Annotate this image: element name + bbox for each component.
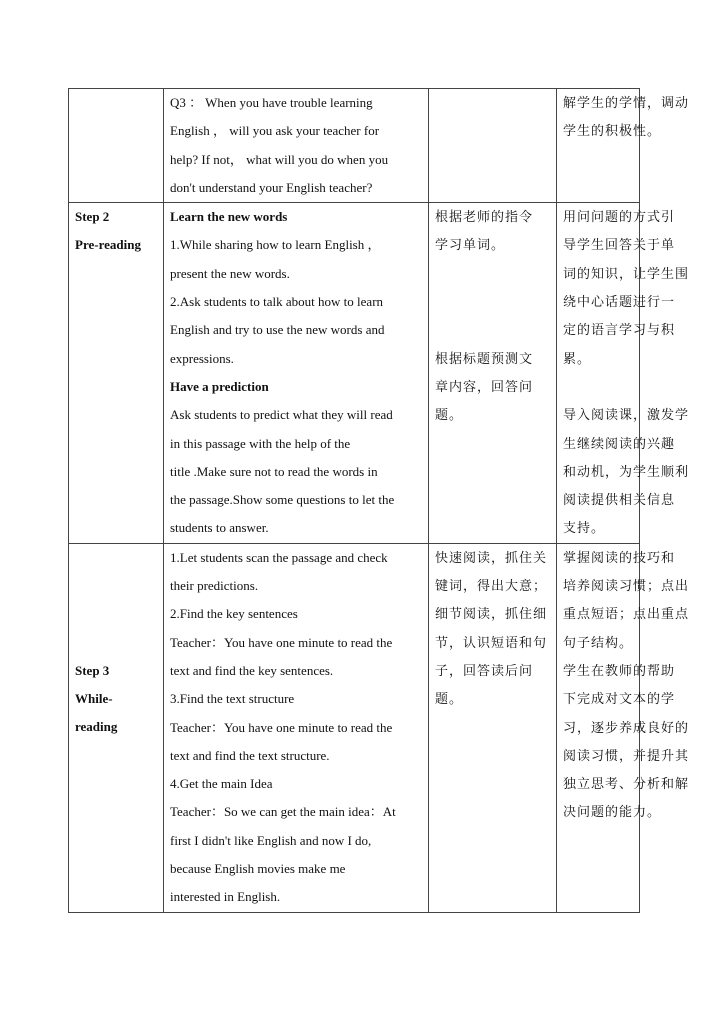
text-line: English ， will you ask your teacher for: [170, 123, 380, 139]
text-line: 根据老师的指令: [435, 209, 534, 225]
text-line: Step 2: [75, 209, 110, 225]
text-line: 2.Find the key sentences: [170, 606, 298, 622]
text-line: [435, 288, 550, 316]
purpose-cell: [557, 203, 690, 544]
student-activity-cell: [429, 543, 557, 912]
student-activity-cell: [429, 89, 557, 203]
text-line: 培养阅读习惯；点出: [563, 578, 690, 594]
text-line: [435, 260, 550, 288]
text-line: 4.Get the main Idea: [170, 776, 273, 792]
text-line: 下完成对文本的学: [563, 691, 676, 707]
table-row: [69, 203, 640, 544]
activity-cell: [164, 89, 429, 203]
text-line: 独立思考、分析和解: [563, 776, 690, 792]
text-line: their predictions.: [170, 578, 259, 594]
text-line: 学习单词。: [435, 237, 506, 253]
text-line: 题。: [435, 407, 464, 423]
text-line: Q3 ： When you have trouble learning: [170, 95, 373, 110]
text-line: 重点短语；点出重点: [563, 606, 690, 622]
text-line: 2.Ask students to talk about how to learn: [170, 294, 384, 310]
table-row: [69, 543, 640, 912]
purpose-cell: [557, 543, 690, 912]
text-line: Learn the new words: [170, 209, 288, 225]
text-line: first I didn't like English and now I do,: [170, 832, 372, 848]
text-line: [563, 373, 633, 401]
activity-cell: [164, 203, 429, 544]
text-line: Ask students to predict what they will read: [170, 407, 393, 423]
text-line: the passage.Show some questions to let the: [170, 492, 395, 508]
text-line: reading: [75, 719, 118, 735]
text-line: 章内容，回答问: [435, 378, 534, 394]
text-line: 定的语言学习与积: [563, 322, 676, 338]
text-line: interested in English.: [170, 889, 281, 905]
text-line: 导学生回答关于单: [563, 237, 676, 253]
step-cell: [69, 543, 164, 912]
text-line: 学生的积极性。: [563, 123, 662, 139]
text-line: Teacher：You have one minute to read the: [170, 719, 393, 735]
text-line: 累。: [563, 350, 592, 366]
text-line: 子，回答读后问: [435, 662, 534, 678]
text-line: 学生在教师的帮助: [563, 662, 676, 678]
text-line: students to answer.: [170, 520, 269, 536]
text-line: 和动机，为学生顺利: [563, 463, 690, 479]
text-line: 句子结构。: [563, 634, 634, 650]
text-line: 节，认识短语和句: [435, 634, 548, 650]
student-activity-cell: [429, 203, 557, 544]
text-line: Teacher：So we can get the main idea：At: [170, 804, 396, 820]
text-line: 用问问题的方式引: [563, 209, 676, 225]
text-line: because English movies make me: [170, 861, 346, 877]
text-line: 习，逐步养成良好的: [563, 719, 690, 735]
text-line: 阅读提供相关信息: [563, 492, 676, 508]
text-line: 1.Let students scan the passage and check: [170, 549, 388, 565]
text-line: 键词，得出大意；: [435, 578, 548, 594]
text-line: text and find the key sentences.: [170, 662, 334, 678]
text-line: 词的知识，让学生围: [563, 265, 690, 281]
lesson-plan-table: [68, 88, 690, 913]
step-cell: [69, 203, 164, 544]
text-line: 1.While sharing how to learn English ，: [170, 237, 381, 253]
text-line: 快速阅读，抓住关: [435, 549, 548, 565]
text-line: 生继续阅读的兴趣: [563, 435, 676, 451]
table-row: [69, 89, 640, 203]
purpose-cell: [557, 89, 690, 203]
text-line: 题。: [435, 691, 464, 707]
text-line: in this passage with the help of the: [170, 435, 351, 451]
text-line: 细节阅读，抓住细: [435, 606, 548, 622]
text-line: [435, 316, 550, 344]
text-line: don't understand your English teacher?: [170, 179, 373, 195]
text-line: present the new words.: [170, 265, 290, 281]
text-line: 绕中心话题进行一: [563, 294, 676, 310]
text-line: 掌握阅读的技巧和: [563, 549, 676, 565]
text-line: 决问题的能力。: [563, 804, 662, 820]
text-line: text and find the text structure.: [170, 747, 330, 763]
text-line: English and try to use the new words and: [170, 322, 385, 338]
text-line: 3.Find the text structure: [170, 691, 295, 707]
text-line: Step 3: [75, 662, 110, 678]
text-line: 解学生的学情，调动: [563, 95, 690, 110]
text-line: While-: [75, 691, 113, 707]
text-line: help? If not， what will you do when you: [170, 151, 389, 167]
text-line: Teacher：You have one minute to read the: [170, 634, 393, 650]
text-line: 支持。: [563, 520, 606, 536]
step-cell: [69, 89, 164, 203]
text-line: 阅读习惯，并提升其: [563, 747, 690, 763]
text-line: Pre-reading: [75, 237, 141, 253]
text-line: Have a prediction: [170, 378, 269, 394]
text-line: 导入阅读课，激发学: [563, 407, 690, 423]
activity-cell: [164, 543, 429, 912]
text-line: title .Make sure not to read the words in: [170, 463, 378, 479]
text-line: 根据标题预测文: [435, 350, 534, 366]
text-line: expressions.: [170, 350, 234, 366]
